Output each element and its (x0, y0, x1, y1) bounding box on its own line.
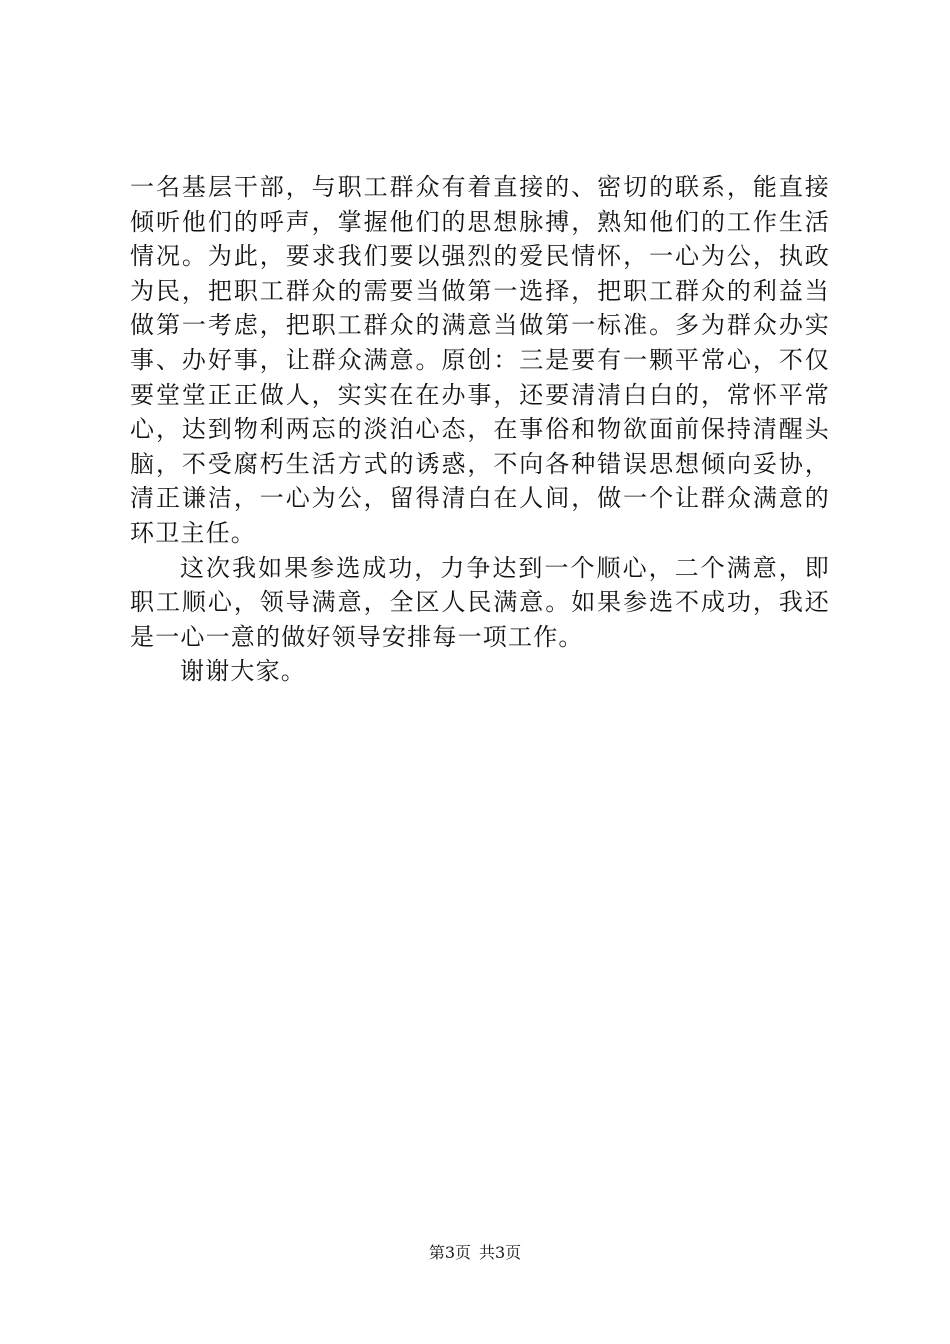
text-line-2: 倾听他们的呼声，掌握他们的思想脉搏，熟知他们的工作生活 (130, 207, 830, 236)
text-line-13: 职工顺心，领导满意，全区人民满意。如果参选不成功，我还 (130, 588, 830, 617)
text-line-8: 心，达到物利两忘的淡泊心态，在事俗和物欲面前保持清醒头 (130, 415, 830, 444)
text-line-6: 事、办好事，让群众满意。原创：三是要有一颗平常心，不仅 (130, 345, 830, 374)
text-line-1: 一名基层干部，与职工群众有着直接的、密切的联系，能直接 (130, 173, 830, 201)
page-footer (0, 1242, 950, 1264)
text-line-12: 这次我如果参选成功，力争达到一个顺心，二个满意，即 (180, 553, 830, 582)
text-line-9: 脑，不受腐朽生活方式的诱惑，不向各种错误思想倾向妥协， (130, 449, 830, 478)
text-line-15: 谢谢大家。 (180, 657, 306, 686)
text-line-7: 要堂堂正正做人，实实在在办事，还要清清白白的，常怀平常 (130, 380, 830, 409)
text-line-3: 情况。为此，要求我们要以强烈的爱民情怀，一心为公，执政 (130, 242, 830, 271)
text-line-10: 清正谦洁，一心为公，留得清白在人间，做一个让群众满意的 (130, 484, 830, 513)
text-line-4: 为民，把职工群众的需要当做第一选择，把职工群众的利益当 (130, 276, 830, 305)
page-number-total: 共3页 (479, 1243, 522, 1262)
text-line-5: 做第一考虑，把职工群众的满意当做第一标准。多为群众办实 (130, 311, 830, 340)
text-line-11: 环卫主任。 (130, 518, 256, 547)
body-text (130, 170, 830, 689)
page-number-current: 第3页 (428, 1243, 471, 1262)
text-line-14: 是一心一意的做好领导安排每一项工作。 (130, 622, 584, 651)
